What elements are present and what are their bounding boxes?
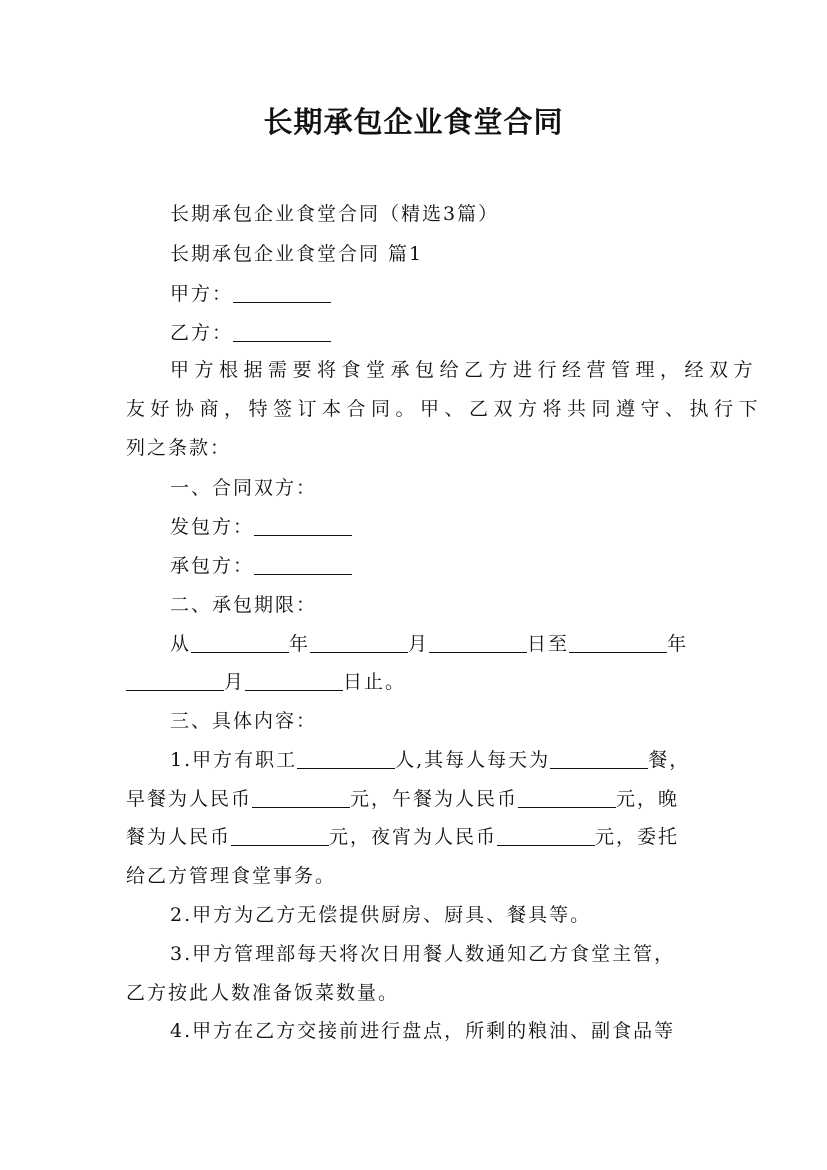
- item1-line-4: 给乙方管理食堂事务。: [126, 865, 337, 887]
- item1-text-d: 早餐为人民币: [126, 788, 253, 810]
- term-end-year-blank: [569, 634, 667, 653]
- item1-text-i: 元，委托: [595, 826, 680, 848]
- term-year-blank: [191, 634, 289, 653]
- party-a-line: [170, 279, 331, 306]
- item3-line-2: 乙方按此人数准备饭菜数量。: [126, 982, 400, 1004]
- item1-text-g: 餐为人民币: [126, 826, 232, 848]
- subtitle: 长期承包企业食堂合同（精选3篇）: [170, 203, 500, 225]
- item1-text-b: 人,其每人每天为: [395, 749, 551, 771]
- breakfast-price-blank: [252, 789, 350, 808]
- party-b-line: [170, 318, 331, 345]
- party-a-label: 甲方：: [170, 283, 234, 305]
- term-end-day: 日止。: [343, 671, 407, 693]
- term-line-1: [170, 629, 688, 656]
- party-b-label: 乙方：: [170, 322, 234, 344]
- item1-line-2: [126, 784, 679, 811]
- section3-heading: 三、具体内容：: [170, 710, 318, 732]
- term-end-month: 月: [224, 671, 246, 693]
- section1-heading: 一、合同双方：: [170, 477, 318, 499]
- item2: 2.甲方为乙方无偿提供厨房、厨具、餐具等。: [170, 904, 592, 926]
- supper-price-blank: [497, 827, 595, 846]
- part-heading: 长期承包企业食堂合同 篇1: [170, 243, 424, 265]
- item1-line-3: [126, 822, 679, 849]
- issuer-label: 发包方：: [170, 516, 255, 538]
- issuer-line: [170, 512, 352, 539]
- item4-line-1: 4.甲方在乙方交接前进行盘点，所剩的粮油、副食品等: [170, 1020, 676, 1042]
- item3-line-1: 3.甲方管理部每天将次日用餐人数通知乙方食堂主管，: [170, 943, 676, 965]
- term-end-year: 年: [667, 633, 689, 655]
- item1-text-e: 元，午餐为人民币: [350, 788, 519, 810]
- item1-text-a: 1.甲方有职工: [170, 749, 298, 771]
- term-end-day-blank: [245, 672, 343, 691]
- intro-line-1: 甲方根据需要将食堂承包给乙方进行经营管理，经双方: [170, 359, 759, 381]
- item1-text-c: 餐，: [648, 749, 691, 771]
- item1-text-f: 元，晚: [616, 788, 680, 810]
- section2-heading: 二、承包期限：: [170, 594, 318, 616]
- item1-text-h: 元，夜宵为人民币: [329, 826, 498, 848]
- party-a-blank: [233, 284, 331, 303]
- dinner-price-blank: [231, 827, 329, 846]
- intro-line-3: 列之条款：: [126, 437, 232, 459]
- contractor-line: [170, 551, 352, 578]
- contractor-label: 承包方：: [170, 555, 255, 577]
- term-month: 月: [408, 633, 430, 655]
- party-b-blank: [233, 323, 331, 342]
- term-line-2: [126, 667, 406, 694]
- term-month-blank: [310, 634, 408, 653]
- issuer-blank: [254, 517, 352, 536]
- lunch-price-blank: [518, 789, 616, 808]
- term-end-month-blank: [126, 672, 224, 691]
- term-day-to: 日至: [527, 633, 570, 655]
- item1-line-1: [170, 745, 690, 772]
- intro-line-2: 友好协商，特签订本合同。甲、乙双方将共同遵守、执行下: [126, 398, 764, 420]
- term-day-blank: [429, 634, 527, 653]
- meals-blank: [550, 750, 648, 769]
- document-title: 长期承包企业食堂合同: [263, 105, 564, 139]
- term-from: 从: [170, 633, 192, 655]
- term-year: 年: [289, 633, 311, 655]
- staff-count-blank: [297, 750, 395, 769]
- contractor-blank: [254, 556, 352, 575]
